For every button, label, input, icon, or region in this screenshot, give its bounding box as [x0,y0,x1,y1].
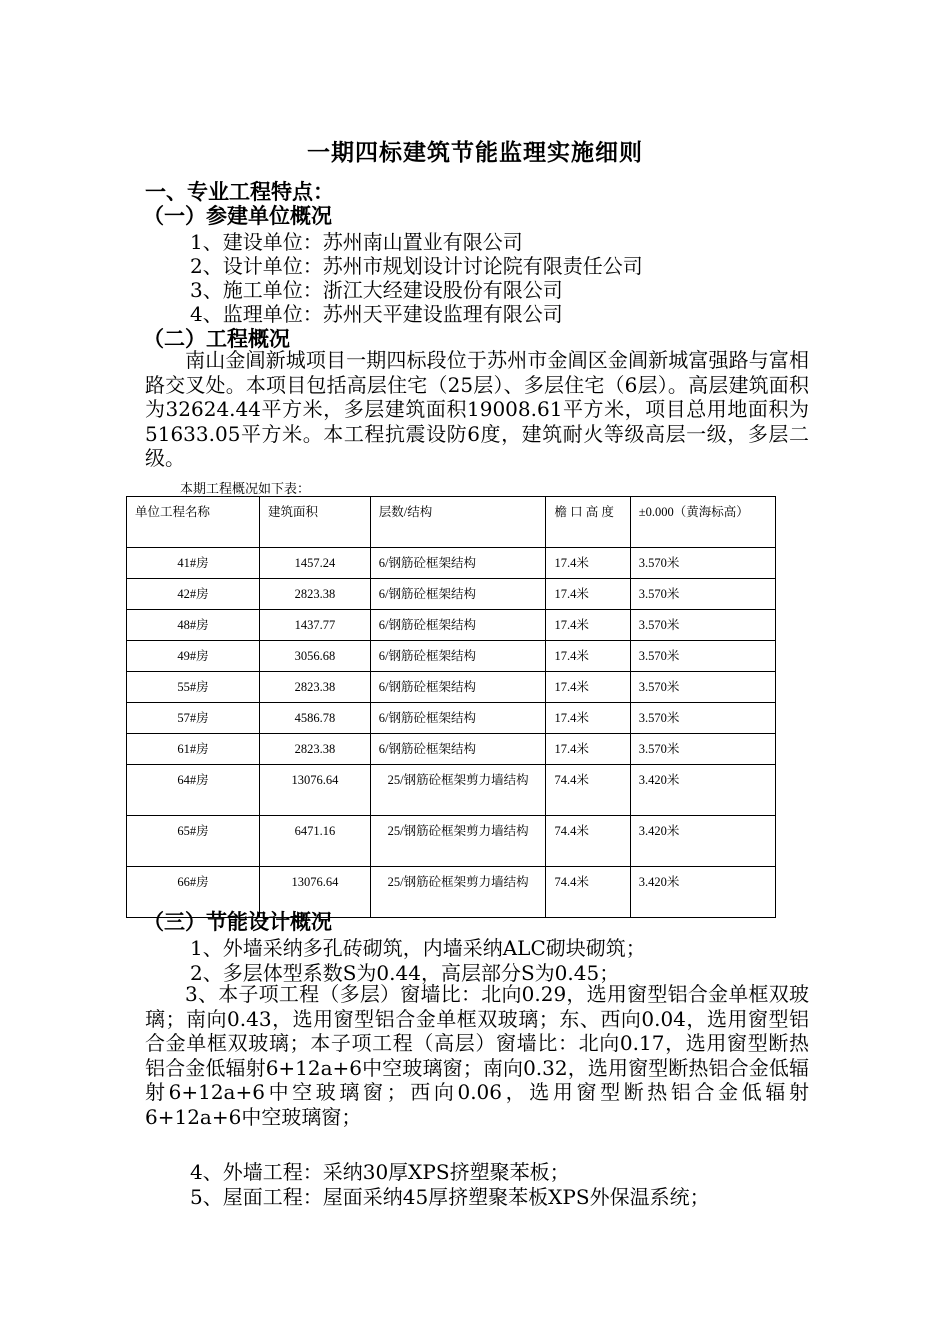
cell-elevation: 3.570米 [630,610,775,641]
cell-structure: 6/钢筋砼框架结构 [370,703,546,734]
table-row [127,816,776,867]
cell-area: 3056.68 [260,641,371,672]
cell-structure: 6/钢筋砼框架结构 [370,610,546,641]
cell-height: 17.4米 [546,734,630,765]
cell-elevation: 3.420米 [630,867,775,918]
table-row [127,672,776,703]
participant-item: 2、设计单位：苏州市规划设计讨论院有限责任公司 [190,254,643,278]
header-cell: 层数/结构 [370,497,546,548]
participant-item: 1、建设单位：苏州南山置业有限公司 [190,230,523,254]
cell-height: 17.4米 [546,579,630,610]
overview-text: 南山金阊新城项目一期四标段位于苏州市金阊区金阊新城富强路与富相路交叉处。本项目包括高层住宅（25层）、多层住宅（6层）。高层建筑面积为32624.44平方米，多层建筑面积19008.61平方米，项目总用地面积为51633.05平方米。本工程抗震设防6度，建筑耐火等级高层一级，多层二级。 [145,348,809,470]
cell-area: 13076.64 [260,765,371,816]
document-title: 一期四标建筑节能监理实施细则 [307,139,643,166]
header-cell: 檐 口 高 度 [546,497,630,548]
energy-item: 2、多层体型系数S为0.44，高层部分S为0.45； [190,961,620,985]
cell-height: 17.4米 [546,703,630,734]
cell-name: 41#房 [127,548,260,579]
table-row [127,641,776,672]
cell-elevation: 3.570米 [630,548,775,579]
cell-structure: 25/钢筋砼框架剪力墙结构 [370,765,546,816]
energy-item: 5、屋面工程：屋面采纳45厚挤塑聚苯板XPS外保温系统； [190,1185,710,1209]
cell-area: 1437.77 [260,610,371,641]
section-heading-1: 一、专业工程特点： [145,179,334,204]
cell-elevation: 3.570米 [630,703,775,734]
cell-height: 74.4米 [546,867,630,918]
cell-height: 74.4米 [546,765,630,816]
table-row [127,765,776,816]
cell-name: 66#房 [127,867,260,918]
cell-structure: 6/钢筋砼框架结构 [370,641,546,672]
participant-item: 3、施工单位：浙江大经建设股份有限公司 [190,278,563,302]
cell-structure: 25/钢筋砼框架剪力墙结构 [370,867,546,918]
window-ratio-text: 3、本子项工程（多层）窗墙比：北向0.29，选用窗型铝合金单框双玻璃；南向0.43，选用窗型铝合金单框双玻璃；东、西向0.04，选用窗型铝合金单框双玻璃；本子项工程（高层）窗墙比：北向0.17，选用窗型断热铝合金低辐射6+12a+6中空玻璃窗；南向0.32，选用窗型断热铝合金低辐射6+12a+6中空玻璃窗；西向0.06，选用窗型断热铝合金低辐射6+12a+6中空玻璃窗； [145,982,809,1129]
cell-elevation: 3.420米 [630,816,775,867]
cell-elevation: 3.420米 [630,765,775,816]
cell-name: 55#房 [127,672,260,703]
participant-item: 4、监理单位：苏州天平建设监理有限公司 [190,302,563,326]
table-row [127,734,776,765]
energy-item: 4、外墙工程：采纳30厚XPS挤塑聚苯板； [190,1160,570,1184]
subsection-heading-participants: （一）参建单位概况 [143,203,332,228]
cell-elevation: 3.570米 [630,734,775,765]
cell-structure: 6/钢筋砼框架结构 [370,548,546,579]
cell-height: 17.4米 [546,641,630,672]
overview-paragraph [145,348,809,471]
cell-name: 64#房 [127,765,260,816]
header-cell: 建筑面积 [260,497,371,548]
subsection-heading-energy-design: （三）节能设计概况 [143,909,332,934]
cell-area: 4586.78 [260,703,371,734]
cell-name: 42#房 [127,579,260,610]
energy-item: 1、外墙采纳多孔砖砌筑，内墙采纳ALC砌块砌筑； [190,936,646,960]
cell-name: 65#房 [127,816,260,867]
cell-area: 2823.38 [260,672,371,703]
table-caption: 本期工程概况如下表： [180,482,311,497]
cell-structure: 6/钢筋砼框架结构 [370,734,546,765]
cell-elevation: 3.570米 [630,672,775,703]
cell-height: 17.4米 [546,610,630,641]
table-row [127,579,776,610]
cell-area: 2823.38 [260,734,371,765]
project-table [126,496,776,918]
cell-structure: 6/钢筋砼框架结构 [370,579,546,610]
cell-height: 17.4米 [546,672,630,703]
cell-structure: 25/钢筋砼框架剪力墙结构 [370,816,546,867]
header-cell: ±0.000（黄海标高） [630,497,775,548]
header-cell: 单位工程名称 [127,497,260,548]
energy-item-window-ratio [145,982,809,1129]
cell-name: 48#房 [127,610,260,641]
cell-elevation: 3.570米 [630,641,775,672]
table-header-row [127,497,776,548]
cell-area: 2823.38 [260,579,371,610]
cell-name: 57#房 [127,703,260,734]
cell-height: 74.4米 [546,816,630,867]
cell-structure: 6/钢筋砼框架结构 [370,672,546,703]
table-row [127,703,776,734]
table-row [127,610,776,641]
cell-height: 17.4米 [546,548,630,579]
cell-name: 49#房 [127,641,260,672]
cell-area: 1457.24 [260,548,371,579]
cell-area: 6471.16 [260,816,371,867]
cell-area: 13076.64 [260,867,371,918]
table-row [127,548,776,579]
cell-elevation: 3.570米 [630,579,775,610]
subsection-heading-overview: （二）工程概况 [143,326,290,351]
cell-name: 61#房 [127,734,260,765]
